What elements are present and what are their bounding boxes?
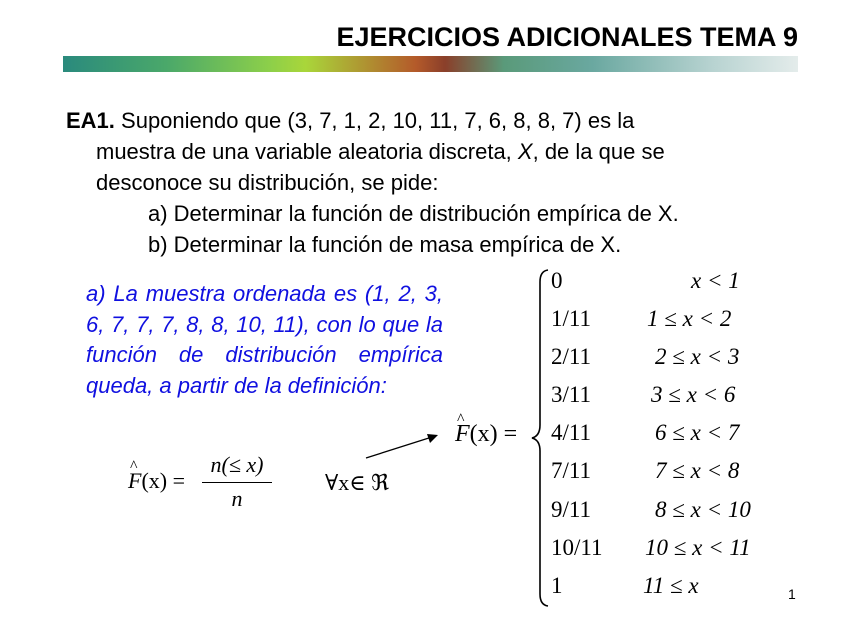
case-value: 1/11 xyxy=(551,306,592,332)
definition-lhs-rest: (x) = xyxy=(141,468,186,493)
exercise-line2-var: X xyxy=(517,139,533,164)
page-number: 1 xyxy=(788,586,796,602)
exercise-item-b: b) Determinar la función de masa empírica de X. xyxy=(148,232,622,257)
piecewise-cases xyxy=(551,268,791,611)
case-value: 10/11 xyxy=(551,534,603,560)
piecewise-lhs-rest: (x) = xyxy=(469,421,518,447)
case-value: 4/11 xyxy=(551,420,592,446)
exercise-line2-b: , de la que se xyxy=(532,139,665,164)
case-condition: 11 ≤ x xyxy=(643,572,699,598)
case-row xyxy=(551,458,791,496)
case-value: 2/11 xyxy=(551,344,592,370)
case-condition: x < 1 xyxy=(691,268,740,293)
case-condition: 7 ≤ x < 8 xyxy=(655,458,740,484)
definition-lhs-f: ^ F xyxy=(128,468,141,494)
case-row xyxy=(551,268,791,306)
case-condition: 6 ≤ x < 7 xyxy=(655,420,740,446)
exercise-statement xyxy=(66,105,806,260)
title-gradient-bar xyxy=(63,56,798,72)
case-row xyxy=(551,497,791,535)
definition-numerator: n(≤ x) xyxy=(210,452,264,477)
definition-fraction xyxy=(202,452,272,512)
fraction-bar xyxy=(202,482,272,483)
exercise-line-2 xyxy=(66,136,806,167)
case-value: 9/11 xyxy=(551,496,592,522)
exercise-line2-a: muestra de una variable aleatoria discreta, xyxy=(96,139,518,164)
case-condition: 1 ≤ x < 2 xyxy=(647,306,732,332)
case-value: 0 xyxy=(551,268,563,293)
case-condition: 10 ≤ x < 11 xyxy=(645,534,751,560)
exercise-line-3: desconoce su distribución, se pide: xyxy=(96,170,439,195)
case-value: 1 xyxy=(551,572,563,598)
case-condition: 3 ≤ x < 6 xyxy=(651,382,736,408)
case-row xyxy=(551,306,791,344)
piecewise-lhs xyxy=(455,421,517,448)
definition-denominator: n xyxy=(231,486,243,511)
forall-condition: ∀x∈ ℜ xyxy=(325,470,389,495)
case-condition: 8 ≤ x < 10 xyxy=(655,496,751,522)
case-row xyxy=(551,420,791,458)
case-value: 7/11 xyxy=(551,458,592,484)
definition-lhs xyxy=(128,468,185,494)
slide-title: EJERCICIOS ADICIONALES TEMA 9 xyxy=(336,22,798,52)
case-row xyxy=(551,382,791,420)
answer-text: a) La muestra ordenada es (1, 2, 3, 6, 7, 7, 7, 8, 8, 10, 11), con lo que la función de distribución empírica queda, a partir de la definición: xyxy=(86,281,443,398)
piecewise-lhs-f: ^ F xyxy=(455,421,470,448)
exercise-line-1 xyxy=(66,105,806,136)
case-condition: 2 ≤ x < 3 xyxy=(655,344,740,370)
exercise-line1-text: Suponiendo que (3, 7, 1, 2, 10, 11, 7, 6, 8, 8, 7) es la xyxy=(114,108,635,133)
case-row xyxy=(551,535,791,573)
exercise-item-a: a) Determinar la función de distribución empírica de X. xyxy=(148,201,679,226)
case-row xyxy=(551,344,791,382)
case-row xyxy=(551,573,791,611)
case-value: 3/11 xyxy=(551,382,592,408)
exercise-label: EA1. xyxy=(66,108,115,133)
